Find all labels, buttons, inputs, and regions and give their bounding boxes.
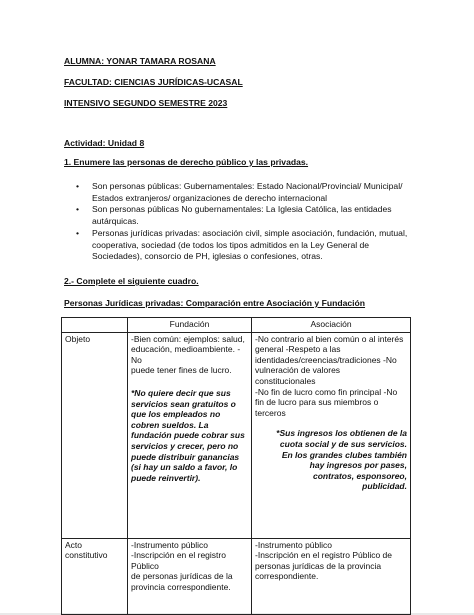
table-header-row xyxy=(62,318,411,333)
bullet-icon: • xyxy=(76,227,80,238)
cell-text-line: identidades/creencias/tradiciones -No xyxy=(255,354,397,365)
bullet-icon: • xyxy=(76,204,80,215)
cell-text-line: -Bien común: ejemplos: salud, xyxy=(131,333,245,344)
cell-text-line: -Instrumento público xyxy=(255,539,333,550)
faculty-name: FACULTAD: CIENCIAS JURÍDICAS-UCASAL xyxy=(64,77,243,87)
list-item xyxy=(76,181,416,204)
table-caption: Personas Jurídicas privadas: Comparación entre Asociación y Fundación xyxy=(64,298,366,308)
cell-text-line: de personas jurídicas de la xyxy=(131,571,233,582)
cell-text-line: correspondiente. xyxy=(255,571,319,582)
fundacion-note: *No quiere decir que sus servicios sean gratuitos o que los empleados no cobren sueldos. La fundación puede cobrar sus servicios y crecer, pero no puede distribuir ganancias (si hay un saldo a favor, lo puede reinvertir). xyxy=(131,387,245,483)
table-row xyxy=(62,538,411,614)
activity-title: Actividad: Unidad 8 xyxy=(64,138,145,148)
row-label-objeto: Objeto xyxy=(62,332,128,538)
student-name: ALUMNA: YONAR TAMARA ROSANA xyxy=(64,56,216,66)
cell-text-line: -No contrario al bien común o al interés xyxy=(255,333,404,344)
list-item-text: Son personas públicas: Gubernamentales: Estado Nacional/Provincial/ Municipal/ Estados extranjeros/ organizaciones de derecho internacional xyxy=(92,181,403,203)
cell-text-line: provincia correspondiente. xyxy=(131,581,231,592)
header-cell-fundacion: Fundación xyxy=(128,318,252,333)
cell-text-line: fin de lucro para sus miembros o xyxy=(255,397,379,408)
cell-text-line: general -Respeto a las xyxy=(255,344,341,355)
list-item-text: Son personas públicas No gubernamentales: La Iglesia Católica, las entidades autárquicas. xyxy=(92,204,392,227)
comparison-table xyxy=(61,317,411,615)
entities-list xyxy=(76,181,416,263)
asociacion-note: *Sus ingresos los obtienen de la cuota social y de sus servicios. En los grandes clubes también hay ingresos por pases, contratos, esponsoreo, publicidad. xyxy=(276,428,407,492)
cell-text-line: -No fin de lucro como fin principal -No xyxy=(255,386,398,397)
question-2: 2.- Complete el siguiente cuadro. xyxy=(64,276,199,286)
cell-text-line: terceros xyxy=(255,407,286,418)
row-label-acto-constitutivo: Acto constitutivo xyxy=(62,538,128,614)
cell-text-line: educación, medioambiente. -No xyxy=(131,344,241,365)
header-cell-empty xyxy=(62,318,128,333)
cell-text-line: personas jurídicas de la provincia xyxy=(255,560,382,571)
list-item xyxy=(76,228,416,263)
cell-acto-asociacion xyxy=(252,538,411,614)
list-item xyxy=(76,204,416,227)
cell-text-line: vulneración de valores xyxy=(255,365,341,376)
cell-text-line: constitucionales xyxy=(255,375,316,386)
cell-text-line: puede tener fines de lucro. xyxy=(131,365,232,376)
list-item-text: Personas jurídicas privadas: asociación civil, simple asociación, fundación, mutual, cooperativa, sociedad (de todos los tipos admitidos en la Ley General de Sociedades), consorcio de PH, iglesias o confesiones, otras. xyxy=(92,227,408,262)
bullet-icon: • xyxy=(76,181,80,191)
cell-objeto-asociacion xyxy=(252,332,411,538)
question-1: 1. Enumere las personas de derecho público y las privadas. xyxy=(64,157,309,167)
header-cell-asociacion: Asociación xyxy=(252,318,411,333)
cell-objeto-fundacion xyxy=(128,332,252,538)
cell-text-line: -Inscripción en el registro Público xyxy=(131,550,226,571)
cell-acto-fundacion xyxy=(128,538,252,614)
cell-text-line: -Inscripción en el registro Público de xyxy=(255,550,393,561)
cell-text-line: -Instrumento público xyxy=(131,539,209,550)
course-name: INTENSIVO SEGUNDO SEMESTRE 2023 xyxy=(64,98,228,108)
table-row xyxy=(62,332,411,538)
